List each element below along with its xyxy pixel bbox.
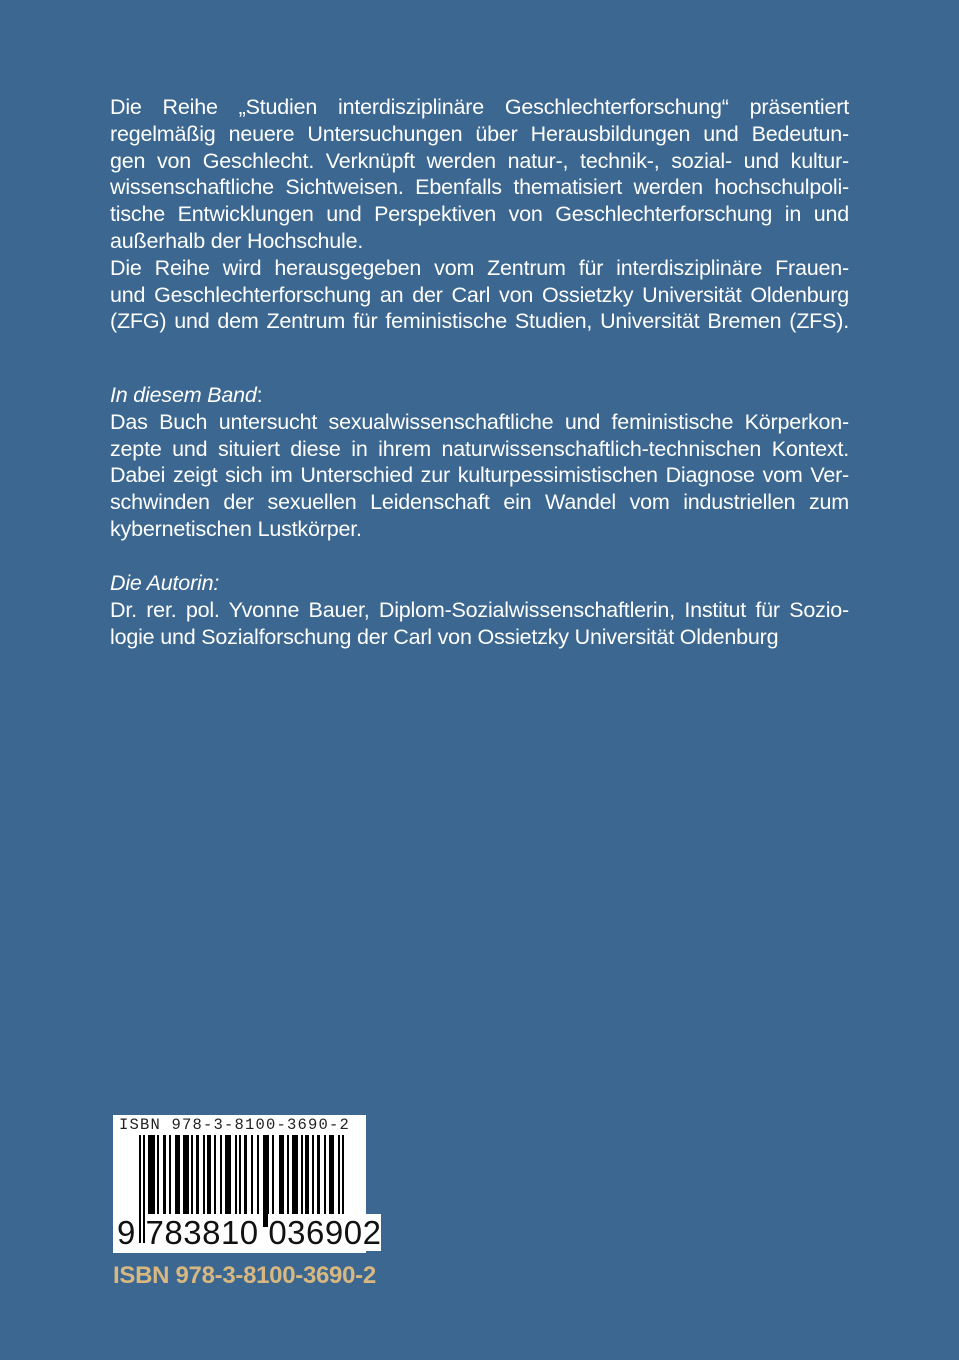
- text-line: kybernetischen Lustkörper.: [110, 516, 362, 541]
- text-line: Dabei zeigt sich im Unterschied zur kulturpessimistischen Diagnose vom Ver-: [110, 463, 849, 488]
- text-line: (ZFG) und dem Zentrum für feministische Studien, Universität Bremen (ZFS).: [110, 309, 849, 334]
- barcode-digits-right: 036902: [268, 1214, 382, 1251]
- text-line: wissenschaftliche Sichtweisen. Ebenfalls thematisiert werden hochschulpoli-: [110, 175, 849, 200]
- barcode: [113, 1115, 382, 1253]
- text-line: Die Reihe wird herausgegeben vom Zentrum für interdisziplinäre Frauen-: [110, 255, 849, 280]
- volume-description: [110, 382, 849, 543]
- text-line: Das Buch untersucht sexualwissenschaftliche und feministische Körperkon-: [110, 409, 849, 434]
- isbn-label: ISBN 978-3-8100-3690-2: [113, 1262, 376, 1289]
- volume-heading: [110, 382, 849, 409]
- text-line: tische Entwicklungen und Perspektiven von Geschlechterforschung in und: [110, 202, 849, 227]
- barcode-digit-first: 9: [117, 1214, 136, 1251]
- text-line: gen von Geschlecht. Verknüpft werden natur-, technik-, sozial- und kultur-: [110, 148, 849, 173]
- barcode-isbn-text: ISBN 978-3-8100-3690-2: [119, 1116, 351, 1134]
- text-line: und Geschlechterforschung an der Carl von Ossietzky Universität Oldenburg: [110, 282, 849, 307]
- text-line: Die Reihe „Studien interdisziplinäre Geschlechterforschung“ präsentiert: [110, 95, 849, 119]
- text-line: außerhalb der Hochschule.: [110, 228, 364, 253]
- text-line: Dr. rer. pol. Yvonne Bauer, Diplom-Sozialwissenschaftlerin, Institut für Sozio-: [110, 597, 849, 622]
- barcode-digits: [117, 1215, 381, 1251]
- text-line: zepte und situiert diese in ihrem naturwissenschaftlich-technischen Kontext.: [110, 436, 849, 461]
- barcode-digits-left: 783810: [145, 1214, 259, 1251]
- text-line: regelmäßig neuere Untersuchungen über Herausbildungen und Bedeutun-: [110, 121, 849, 146]
- volume-heading-text: In diesem Band: [110, 383, 257, 407]
- author-info: [110, 570, 849, 650]
- author-heading: Die Autorin:: [110, 571, 220, 595]
- text-line: logie und Sozialforschung der Carl von Ossietzky Universität Oldenburg: [110, 624, 779, 649]
- series-description: [110, 94, 849, 335]
- text-line: schwinden der sexuellen Leidenschaft ein Wandel vom industriellen zum: [110, 490, 849, 515]
- volume-heading-colon: :: [256, 383, 263, 407]
